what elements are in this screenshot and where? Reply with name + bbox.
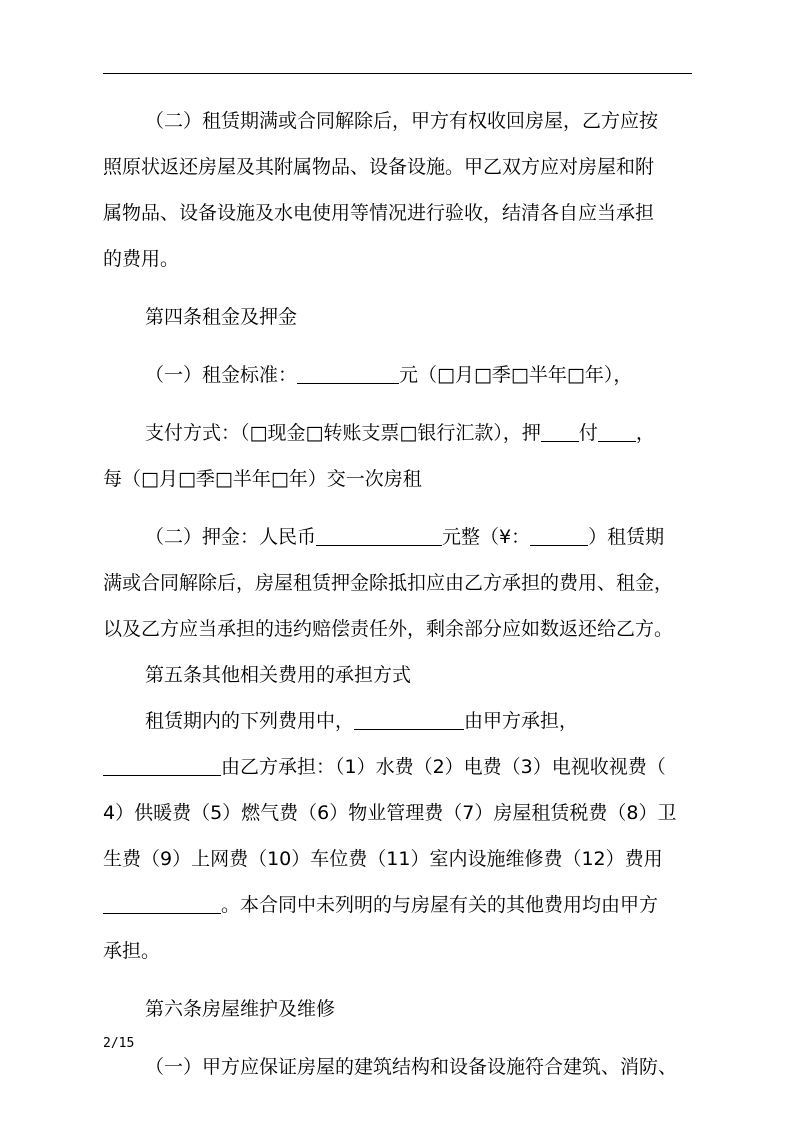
- header-rule: [103, 73, 692, 74]
- paragraph-line: （二）租赁期满或合同解除后，甲方有权收回房屋，乙方应按: [145, 110, 659, 132]
- paragraph-line: 的费用。: [103, 248, 180, 270]
- deposit-amount-blank: [316, 525, 442, 546]
- paragraph-line: 4）供暖费（5）燃气费（6）物业管理费（7）房屋租赁税费（8）卫: [103, 802, 677, 824]
- page-number: 2/15: [103, 1036, 135, 1051]
- deposit-line: [103, 514, 692, 560]
- deposit-months-blank: [541, 421, 579, 442]
- deposit-figure-blank: [530, 525, 588, 546]
- deposit-yuan-label: 元整（¥：: [442, 526, 531, 548]
- paragraph-line: 照原状返还房屋及其附属物品、设备设施。甲乙双方应对房屋和附: [103, 156, 655, 178]
- paragraph-line: 属物品、设备设施及水电使用等情况进行验收，结清各自应当承担: [103, 202, 655, 224]
- party-a-label: 由甲方承担，: [464, 710, 579, 732]
- rent-amount-blank: [297, 363, 399, 384]
- article-heading: 第四条租金及押金: [145, 306, 298, 328]
- party-b-label: 由乙方承担：（1）水费（2）电费（3）电视收视费（: [221, 756, 666, 778]
- paragraph-line: 承担。: [103, 940, 161, 962]
- comma: ，: [635, 422, 655, 444]
- article-heading: 第五条其他相关费用的承担方式: [145, 664, 412, 686]
- paragraph-line: 以及乙方应当承担的违约赔偿责任外，剩余部分应如数返还给乙方。: [103, 618, 674, 640]
- paragraph-line: 每（□月□季□半年□年）交一次房租: [103, 468, 422, 490]
- payment-method-label: 支付方式：（□现金□转账支票□银行汇款），押: [145, 422, 541, 444]
- fees-intro: 租赁期内的下列费用中，: [145, 710, 355, 732]
- pay-months-blank: [598, 421, 636, 442]
- other-fees-blank: [103, 893, 221, 914]
- other-fees-text: 。本合同中未列明的与房屋有关的其他费用均由甲方: [221, 894, 659, 916]
- payment-pay-label: 付: [578, 422, 598, 444]
- article-heading: 第六条房屋维护及维修: [145, 998, 336, 1020]
- rent-standard-label: （一）租金标准：: [145, 364, 298, 386]
- document-body: [103, 98, 692, 1090]
- deposit-label: （二）押金：人民币: [145, 526, 317, 548]
- fees-line: [103, 882, 692, 928]
- paragraph-line: （一）甲方应保证房屋的建筑结构和设备设施符合建筑、消防、: [145, 1056, 678, 1078]
- party-b-fees-blank: [103, 755, 221, 776]
- paragraph-line: 生费（9）上网费（10）车位费（11）室内设施维修费（12）费用: [103, 848, 663, 870]
- deposit-tail: ）租赁期: [588, 526, 665, 548]
- fees-line: [103, 744, 692, 790]
- paragraph-line: 满或合同解除后，房屋租赁押金除抵扣应由乙方承担的费用、租金，: [103, 572, 674, 594]
- payment-method-line: [103, 410, 692, 456]
- rent-period-options: 元（□月□季□半年□年），: [399, 364, 633, 386]
- rent-standard-line: [103, 352, 692, 398]
- party-a-fees-blank: [354, 709, 464, 730]
- fees-line: [103, 698, 692, 744]
